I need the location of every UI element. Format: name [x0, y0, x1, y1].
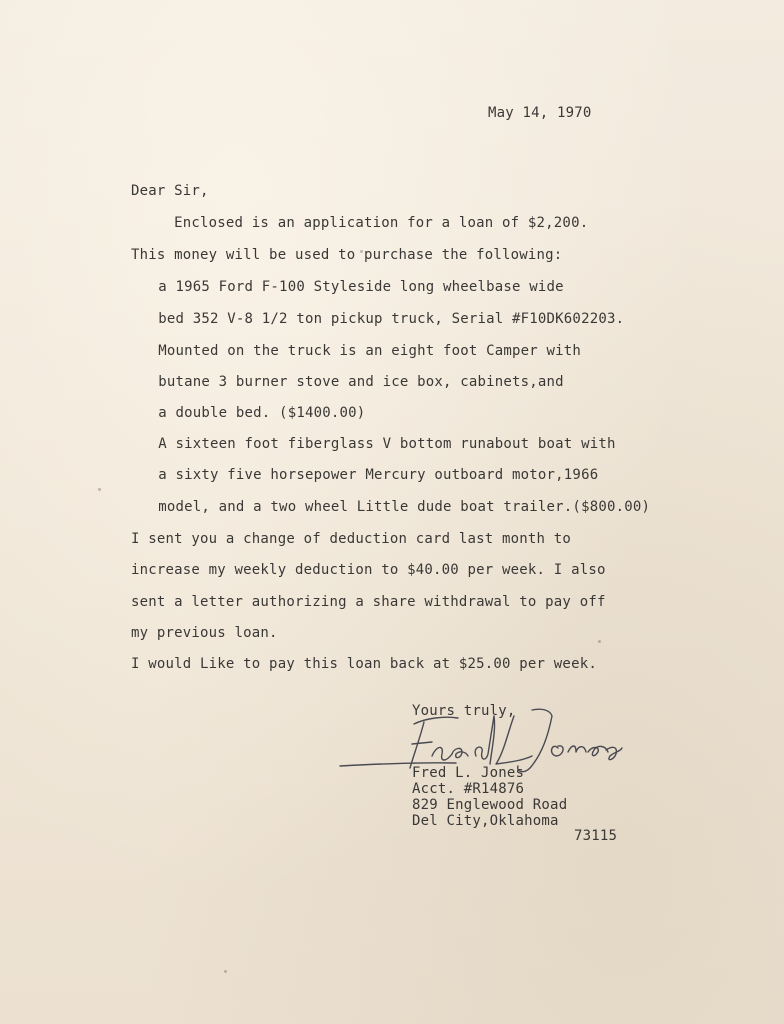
body-line: a sixty five horsepower Mercury outboard motor,1966 — [141, 467, 599, 483]
paper-speck — [224, 970, 227, 973]
body-line: a 1965 Ford F-100 Styleside long wheelbase wide — [141, 279, 564, 295]
letter-date: May 14, 1970 — [488, 105, 592, 121]
paper-speck — [98, 488, 101, 491]
body-line: I sent you a change of deduction card last month to — [131, 531, 572, 547]
signer-city: Del City,Oklahoma — [412, 813, 559, 829]
body-line: A sixteen foot fiberglass V bottom runabout boat with — [141, 436, 616, 452]
signer-account: Acct. #R14876 — [412, 781, 525, 797]
body-line: bed 352 V-8 1/2 ton pickup truck, Serial #F10DK602203. — [141, 311, 625, 327]
closing: Yours truly, — [412, 703, 516, 719]
body-line: Mounted on the truck is an eight foot Camper with — [141, 343, 582, 359]
paper-speck — [598, 640, 601, 643]
salutation: Dear Sir, — [131, 183, 209, 199]
signer-street: 829 Englewood Road — [412, 797, 568, 813]
body-line: increase my weekly deduction to $40.00 per week. I also — [131, 562, 606, 578]
paper-speck — [360, 250, 363, 253]
body-line: model, and a two wheel Little dude boat trailer.($800.00) — [141, 499, 651, 515]
body-line: sent a letter authorizing a share withdrawal to pay off — [131, 594, 606, 610]
body-line: a double bed. ($1400.00) — [141, 405, 366, 421]
signer-name: Fred L. Jones — [412, 765, 525, 781]
body-line: Enclosed is an application for a loan of $2,200. — [131, 215, 589, 231]
signer-zip: 73115 — [574, 828, 618, 844]
body-line: This money will be used to purchase the following: — [131, 247, 563, 263]
body-line: butane 3 burner stove and ice box, cabinets,and — [141, 374, 564, 390]
body-line: I would Like to pay this loan back at $25.00 per week. — [131, 656, 597, 672]
body-line: my previous loan. — [131, 625, 278, 641]
